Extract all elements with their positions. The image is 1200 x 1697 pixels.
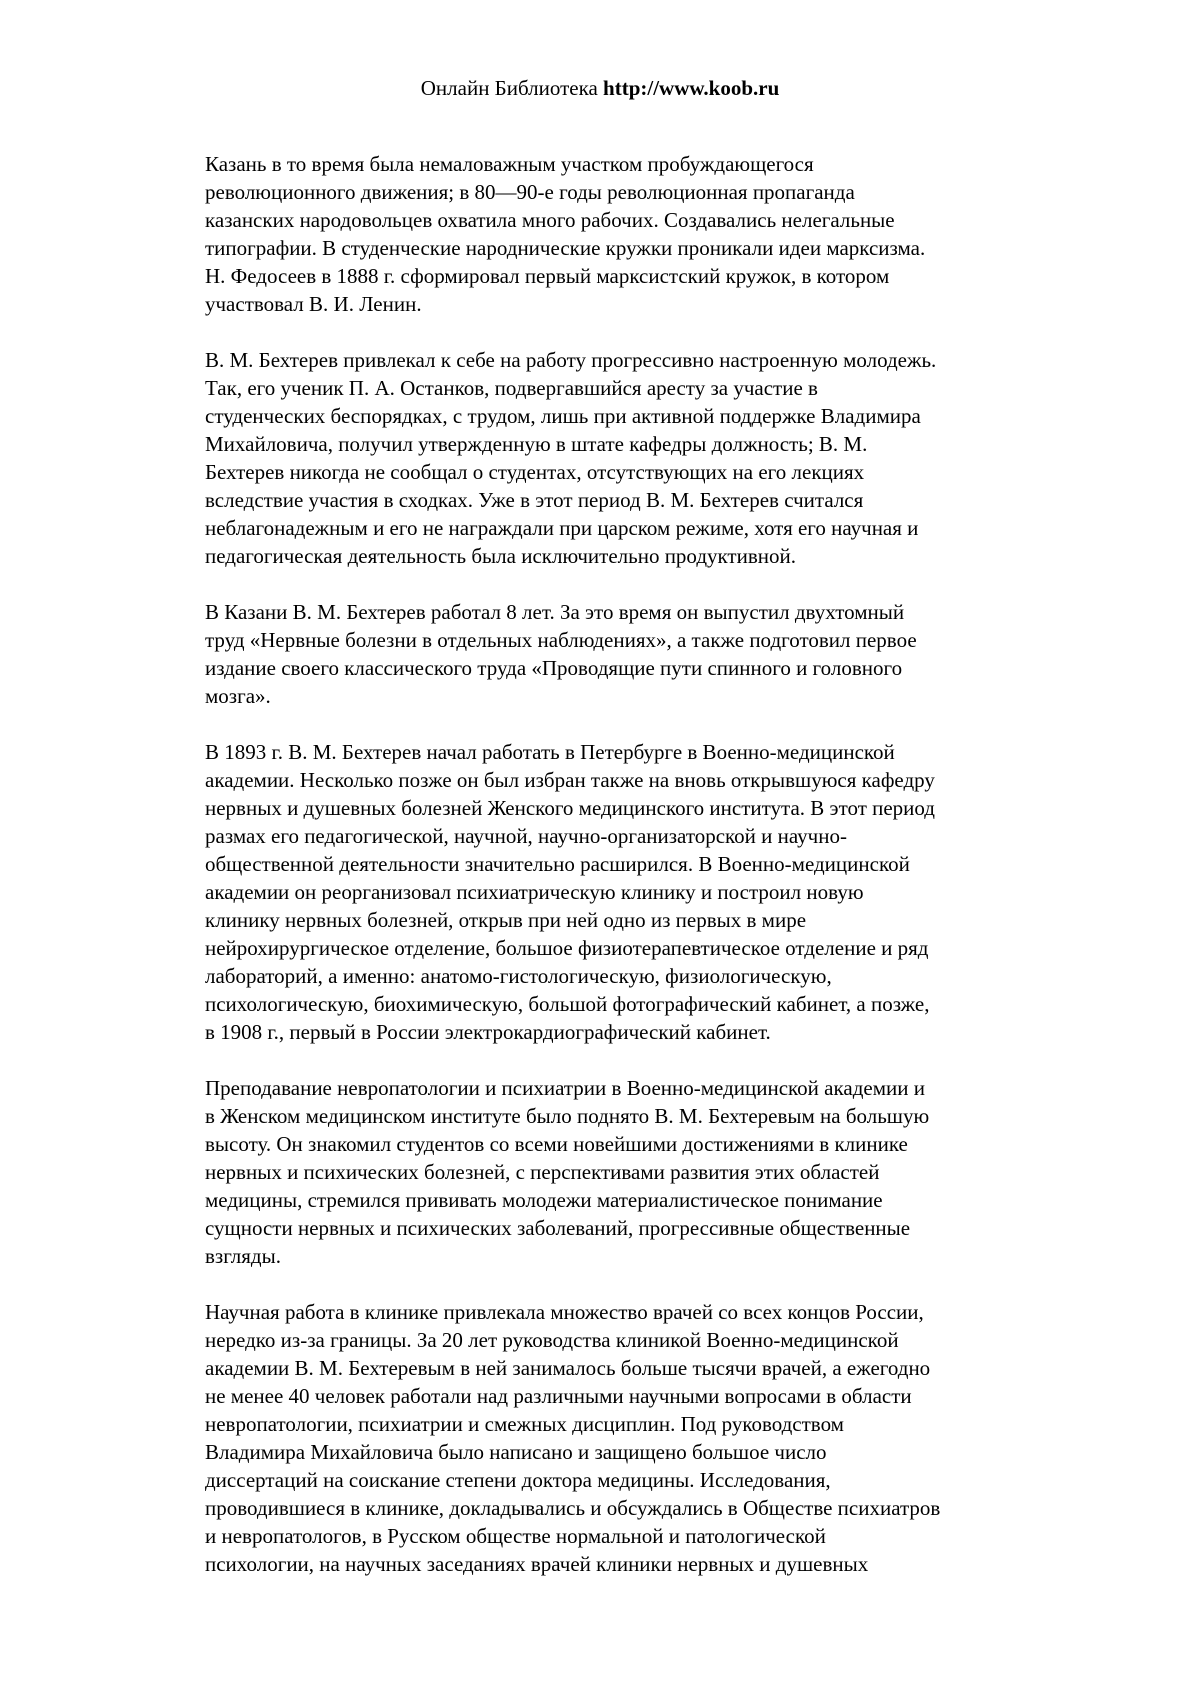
text-line: В 1893 г. В. М. Бехтерев начал работать в Петербурге в Военно-медицинской	[205, 740, 895, 764]
text-line: Бехтерев никогда не сообщал о студентах, отсутствующих на его лекциях	[205, 460, 865, 484]
text-line: студенческих беспорядках, с трудом, лишь при активной поддержке Владимира	[205, 404, 921, 428]
text-line: Научная работа в клинике привлекала множество врачей со всех концов России,	[205, 1300, 924, 1324]
paragraph	[205, 1074, 1085, 1270]
paragraph	[205, 1298, 1085, 1578]
text-line: проводившиеся в клинике, докладывались и обсуждались в Обществе психиатров	[205, 1496, 941, 1520]
text-line: участвовал В. И. Ленин.	[205, 292, 422, 316]
text-line: высоту. Он знакомил студентов со всеми новейшими достижениями в клинике	[205, 1132, 908, 1156]
text-line: в 1908 г., первый в России электрокардиографический кабинет.	[205, 1020, 771, 1044]
text-line: психологическую, биохимическую, большой фотографический кабинет, а позже,	[205, 992, 930, 1016]
text-line: медицины, стремился прививать молодежи материалистическое понимание	[205, 1188, 883, 1212]
text-line: сущности нервных и психических заболеваний, прогрессивные общественные	[205, 1216, 911, 1240]
text-line: невропатологии, психиатрии и смежных дисциплин. Под руководством	[205, 1412, 844, 1436]
text-line: диссертаций на соискание степени доктора медицины. Исследования,	[205, 1468, 831, 1492]
text-line: неблагонадежным и его не награждали при царском режиме, хотя его научная и	[205, 516, 919, 540]
text-line: Так, его ученик П. А. Останков, подвергавшийся аресту за участие в	[205, 376, 818, 400]
text-line: психологии, на научных заседаниях врачей клиники нервных и душевных	[205, 1552, 869, 1576]
text-line: революционного движения; в 80—90-е годы революционная пропаганда	[205, 180, 855, 204]
text-line: вследствие участия в сходках. Уже в этот период В. М. Бехтерев считался	[205, 488, 864, 512]
text-line: Владимира Михайловича было написано и защищено большое число	[205, 1440, 827, 1464]
text-line: нередко из-за границы. За 20 лет руководства клиникой Военно-медицинской	[205, 1328, 899, 1352]
text-line: общественной деятельности значительно расширился. В Военно-медицинской	[205, 852, 910, 876]
text-line: Михайловича, получил утвержденную в штате кафедры должность; В. М.	[205, 432, 868, 456]
paragraph	[205, 346, 1085, 570]
text-line: издание своего классического труда «Проводящие пути спинного и головного	[205, 656, 903, 680]
text-line: нервных и психических болезней, с перспективами развития этих областей	[205, 1160, 880, 1184]
document-body	[205, 150, 1085, 1606]
text-line: мозга».	[205, 684, 271, 708]
header-url[interactable]: http://www.koob.ru	[603, 76, 780, 100]
text-line: клинику нервных болезней, открыв при ней одно из первых в мире	[205, 908, 807, 932]
text-line: труд «Нервные болезни в отдельных наблюдениях», а также подготовил первое	[205, 628, 917, 652]
paragraph	[205, 598, 1085, 710]
page-header	[0, 74, 1200, 102]
text-line: казанских народовольцев охватила много рабочих. Создавались нелегальные	[205, 208, 895, 232]
text-line: Преподавание невропатологии и психиатрии в Военно-медицинской академии и	[205, 1076, 925, 1100]
paragraph	[205, 738, 1085, 1046]
header-site-name: Онлайн Библиотека	[420, 76, 598, 100]
text-line: Н. Федосеев в 1888 г. сформировал первый марксистский кружок, в котором	[205, 264, 890, 288]
text-line: нейрохирургическое отделение, большое физиотерапевтическое отделение и ряд	[205, 936, 929, 960]
text-line: академии он реорганизовал психиатрическую клинику и построил новую	[205, 880, 864, 904]
text-line: педагогическая деятельность была исключительно продуктивной.	[205, 544, 796, 568]
text-line: В Казани В. М. Бехтерев работал 8 лет. За это время он выпустил двухтомный	[205, 600, 905, 624]
text-line: в Женском медицинском институте было поднято В. М. Бехтеревым на большую	[205, 1104, 930, 1128]
text-line: нервных и душевных болезней Женского медицинского института. В этот период	[205, 796, 935, 820]
text-line: и невропатологов, в Русском обществе нормальной и патологической	[205, 1524, 826, 1548]
text-line: В. М. Бехтерев привлекал к себе на работу прогрессивно настроенную молодежь.	[205, 348, 937, 372]
paragraph	[205, 150, 1085, 318]
text-line: не менее 40 человек работали над различными научными вопросами в области	[205, 1384, 912, 1408]
text-line: лабораторий, а именно: анатомо-гистологическую, физиологическую,	[205, 964, 832, 988]
text-line: размах его педагогической, научной, научно-организаторской и научно-	[205, 824, 847, 848]
text-line: взгляды.	[205, 1244, 281, 1268]
text-line: Казань в то время была немаловажным участком пробуждающегося	[205, 152, 814, 176]
text-line: академии В. М. Бехтеревым в ней занималось больше тысячи врачей, а ежегодно	[205, 1356, 931, 1380]
text-line: академии. Несколько позже он был избран также на вновь открывшуюся кафедру	[205, 768, 935, 792]
text-line: типографии. В студенческие народнические кружки проникали идеи марксизма.	[205, 236, 926, 260]
